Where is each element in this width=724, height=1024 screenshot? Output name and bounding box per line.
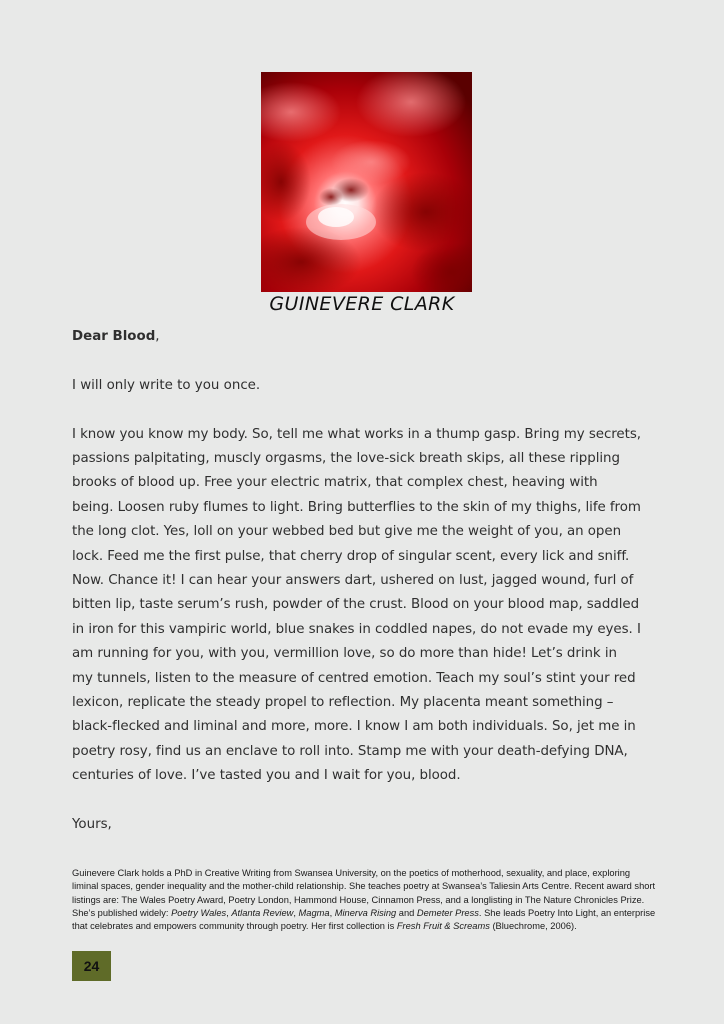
red-sky-image [261, 72, 472, 292]
salutation [72, 325, 642, 349]
publication-magma: Magma [298, 907, 330, 918]
book-title: Fresh Fruit & Screams [396, 921, 490, 932]
bio-text-2: . She leads Poetry Into Light, an enterprise that celebrates and empowers community through poetry. Her first collection is [72, 907, 656, 932]
publication-poetry-wales: Poetry Wales [171, 907, 227, 918]
bio-sep-2: , [293, 907, 299, 918]
publication-atlanta-review: Atlanta Review [231, 907, 294, 918]
page-number-badge: 24 [72, 951, 111, 981]
publication-minerva-rising: Minerva Rising [334, 907, 397, 918]
closing-line: Yours, [72, 817, 112, 833]
bio-sep-1: , [226, 907, 232, 918]
letter-body [72, 325, 642, 862]
salutation-name: Dear Blood [72, 329, 156, 344]
author-bio [72, 867, 656, 933]
publication-demeter-press: Demeter Press [416, 907, 479, 918]
bio-sep-3: , [329, 907, 335, 918]
author-name-heading: GUINEVERE CLARK [269, 293, 455, 315]
bio-text-3: (Bluechrome, 2006). [489, 921, 577, 932]
letter-paragraph: I know you know my body. So, tell me what works in a thump gasp. Bring my secrets, passions palpitating, muscly orgasms, the love-sick breath skips, all these rippling brooks of blood up. Free your electric matrix, that complex chest, heaving with being. Loosen ruby flumes to light. Bring butterflies to the skin of my thighs, life from the long clot. Yes, loll on your webbed bed but give me the weight of you, an open lock. Feed me the first pulse, that cherry drop of singular scent, every lick and sniff. Now. Chance it! I can hear your answers dart, ushered on lust, jagged wound, furl of bitten lip, taste serum’s rush, powder of the crust. Blood on your blood map, saddled in iron for this vampiric world, blue snakes in coddled napes, do not evade my eyes. I am running for you, with you, vermillion love, so do more than hide! Let’s drink in my tunnels, listen to the measure of centred emotion. Teach my soul’s stint your red lexicon, replicate the steady propel to reflection. My placenta meant something – black-flecked and liminal and more, more. I know I am both individuals. So, jet me in poetry rosy, find us an enclave to roll into. Stamp me with your death-defying DNA, centuries of love. I’ve tasted you and I wait for you, blood. [72, 426, 641, 784]
bio-text-1: Guinevere Clark holds a PhD in Creative Writing from Swansea University, on the poetics of motherhood, sexuality, and place, exploring liminal spaces, gender inequality and the mother-child relationship. She teaches poetry at Swansea’s Taliesin Arts Centre. Recent award short listings are: The Wales Poetry Award, Poetry London, Hammond House, Cinnamon Press, and a longlisting in The Nature Chronicles Prize. She’s published widely: [72, 868, 656, 918]
opening-line: I will only write to you once. [72, 377, 261, 393]
red-sky-photo-icon [261, 72, 472, 292]
salutation-punct: , [155, 329, 160, 344]
bio-sep-4: and [396, 907, 417, 918]
